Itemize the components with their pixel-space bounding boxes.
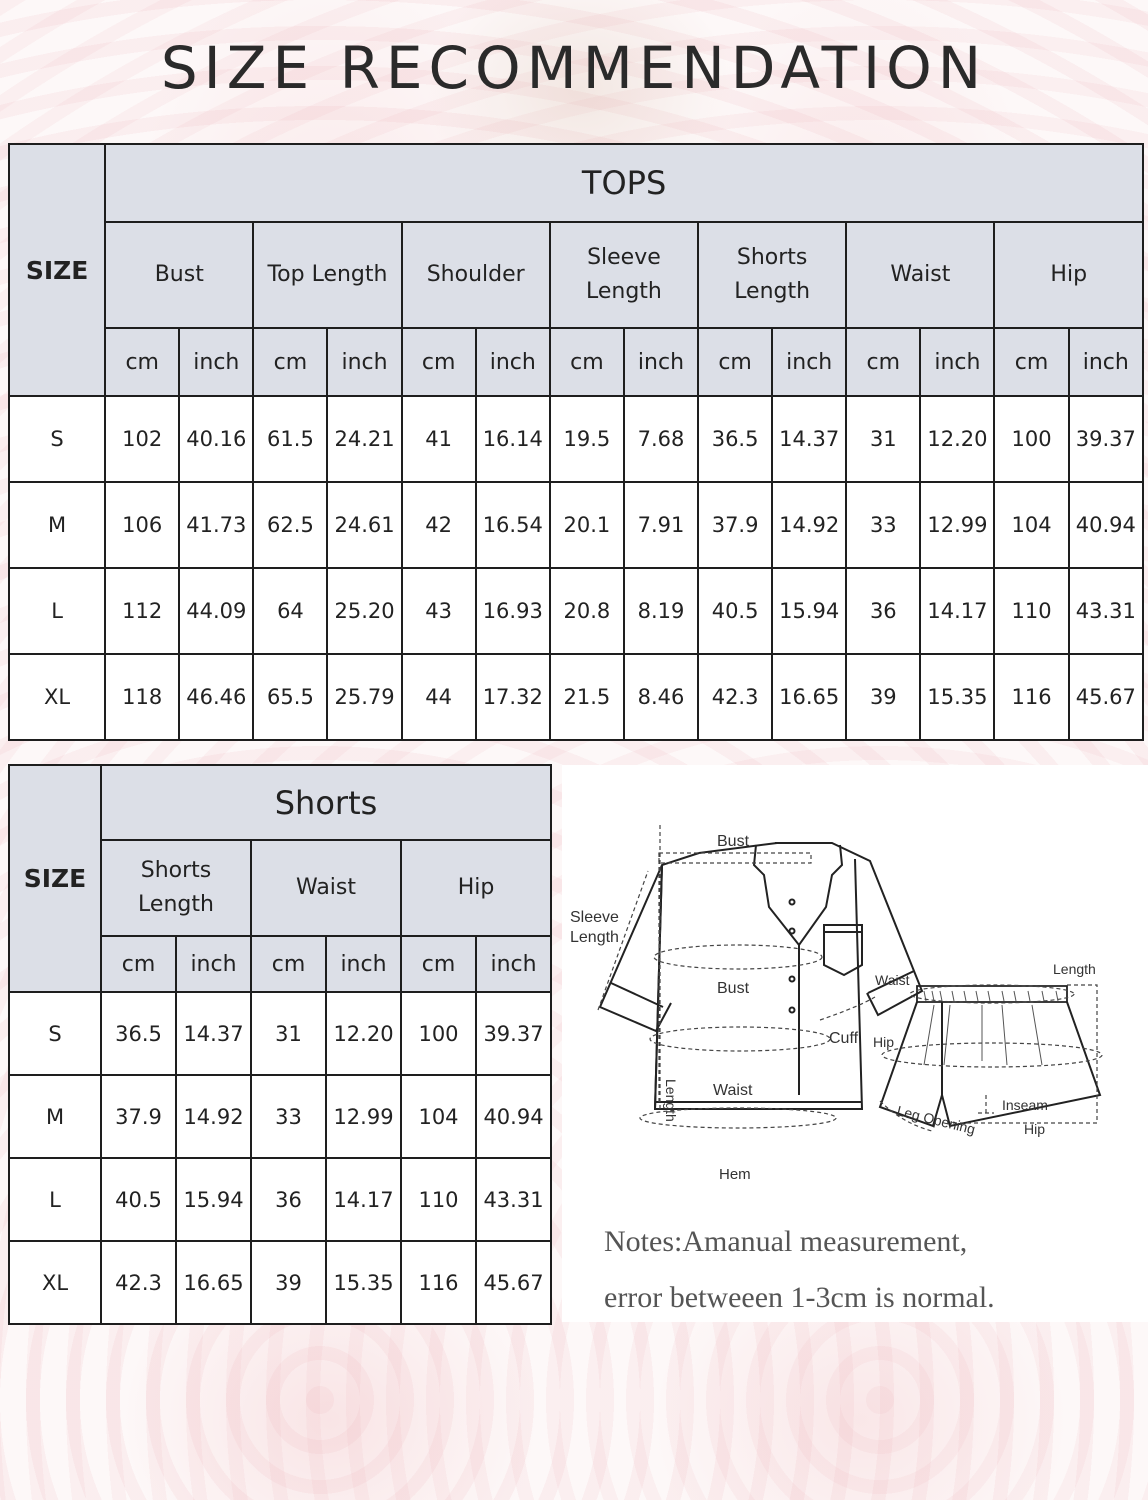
- unit-header-inch: inch: [920, 328, 994, 396]
- unit-header-cm: cm: [550, 328, 624, 396]
- tops-size-table: [8, 143, 1144, 741]
- measurement-header: [251, 840, 401, 936]
- value-cell-cm: 37.9: [698, 482, 772, 568]
- value-cell-cm: 36: [846, 568, 920, 654]
- value-cell-inch: 14.17: [326, 1158, 401, 1241]
- label-sleeve: Sleeve: [570, 909, 619, 926]
- label-cuff: Cuff: [829, 1030, 859, 1047]
- table-row: [9, 1241, 551, 1324]
- value-cell-inch: 8.19: [624, 568, 698, 654]
- value-cell-cm: 37.9: [101, 1075, 176, 1158]
- size-cell: S: [9, 396, 105, 482]
- unit-header-inch: inch: [326, 936, 401, 992]
- value-cell-inch: 43.31: [476, 1158, 551, 1241]
- measurement-header: [105, 222, 253, 328]
- unit-header-inch: inch: [624, 328, 698, 396]
- value-cell-inch: 15.94: [176, 1158, 251, 1241]
- unit-header-inch: inch: [1069, 328, 1143, 396]
- value-cell-inch: 14.37: [772, 396, 846, 482]
- unit-header-cm: cm: [401, 936, 476, 992]
- measurement-header: [994, 222, 1143, 328]
- value-cell-inch: 16.14: [476, 396, 550, 482]
- value-cell-cm: 64: [253, 568, 327, 654]
- value-cell-cm: 33: [251, 1075, 326, 1158]
- measurement-header-line: Length: [585, 279, 662, 304]
- value-cell-inch: 25.20: [327, 568, 401, 654]
- value-cell-inch: 7.91: [624, 482, 698, 568]
- value-cell-cm: 20.1: [550, 482, 624, 568]
- unit-header-cm: cm: [105, 328, 179, 396]
- value-cell-inch: 12.99: [920, 482, 994, 568]
- shorts-size-table: [8, 764, 552, 1325]
- value-cell-cm: 33: [846, 482, 920, 568]
- value-cell-cm: 100: [994, 396, 1068, 482]
- table-row: [9, 1075, 551, 1158]
- value-cell-inch: 25.79: [327, 654, 401, 740]
- value-cell-inch: 40.94: [476, 1075, 551, 1158]
- value-cell-cm: 39: [251, 1241, 326, 1324]
- value-cell-cm: 36.5: [101, 992, 176, 1075]
- value-cell-cm: 41: [402, 396, 476, 482]
- table-row: [9, 1158, 551, 1241]
- value-cell-inch: 39.37: [476, 992, 551, 1075]
- unit-header-cm: cm: [251, 936, 326, 992]
- value-cell-cm: 116: [994, 654, 1068, 740]
- measurement-header-line: Length: [734, 279, 811, 304]
- measurement-header: [402, 222, 550, 328]
- value-cell-cm: 110: [401, 1158, 476, 1241]
- value-cell-cm: 61.5: [253, 396, 327, 482]
- note-line-1: Notes:Amanual measurement,: [604, 1225, 968, 1258]
- table-row: [9, 568, 1143, 654]
- tops-group-title: TOPS: [105, 144, 1143, 222]
- measurement-header: [550, 222, 698, 328]
- value-cell-cm: 40.5: [101, 1158, 176, 1241]
- label-shorts-length: Length: [1053, 961, 1096, 977]
- unit-header-cm: cm: [846, 328, 920, 396]
- table-row: [9, 396, 1143, 482]
- value-cell-inch: 16.54: [476, 482, 550, 568]
- value-cell-inch: 14.92: [176, 1075, 251, 1158]
- value-cell-cm: 102: [105, 396, 179, 482]
- value-cell-cm: 112: [105, 568, 179, 654]
- value-cell-cm: 100: [401, 992, 476, 1075]
- value-cell-inch: 14.92: [772, 482, 846, 568]
- value-cell-cm: 104: [401, 1075, 476, 1158]
- value-cell-cm: 31: [846, 396, 920, 482]
- value-cell-inch: 15.35: [920, 654, 994, 740]
- value-cell-inch: 40.94: [1069, 482, 1143, 568]
- value-cell-cm: 44: [402, 654, 476, 740]
- value-cell-inch: 14.37: [176, 992, 251, 1075]
- label-front-rise-hip: Hip: [1024, 1121, 1046, 1137]
- value-cell-cm: 106: [105, 482, 179, 568]
- unit-header-inch: inch: [476, 328, 550, 396]
- measurement-header-line: Length: [138, 892, 214, 917]
- value-cell-inch: 16.65: [772, 654, 846, 740]
- value-cell-cm: 36.5: [698, 396, 772, 482]
- value-cell-cm: 110: [994, 568, 1068, 654]
- size-cell: S: [9, 992, 101, 1075]
- measurement-header-line: Waist: [295, 875, 357, 900]
- label-bust-top: Bust: [717, 833, 750, 850]
- value-cell-cm: 42.3: [698, 654, 772, 740]
- measurement-header: [101, 840, 251, 936]
- unit-header-inch: inch: [327, 328, 401, 396]
- value-cell-inch: 39.37: [1069, 396, 1143, 482]
- value-cell-inch: 15.94: [772, 568, 846, 654]
- value-cell-cm: 118: [105, 654, 179, 740]
- measurement-header-line: Sleeve: [587, 245, 661, 270]
- value-cell-cm: 42.3: [101, 1241, 176, 1324]
- label-shorts-hip: Hip: [873, 1034, 895, 1050]
- table-row: [9, 482, 1143, 568]
- measurement-diagram-panel: [562, 765, 1148, 1322]
- value-cell-inch: 14.17: [920, 568, 994, 654]
- label-waist: Waist: [713, 1082, 753, 1099]
- measurement-header-line: Hip: [1050, 262, 1088, 287]
- value-cell-inch: 45.67: [1069, 654, 1143, 740]
- value-cell-cm: 42: [402, 482, 476, 568]
- label-bust: Bust: [717, 980, 750, 997]
- shirt-diagram-icon: [600, 843, 922, 1195]
- unit-header-inch: inch: [179, 328, 253, 396]
- value-cell-inch: 44.09: [179, 568, 253, 654]
- value-cell-cm: 21.5: [550, 654, 624, 740]
- value-cell-inch: 41.73: [179, 482, 253, 568]
- note-line-2: error betweeen 1-3cm is normal.: [604, 1281, 995, 1314]
- measurement-header-line: Shoulder: [426, 262, 525, 287]
- label-length: Length: [663, 1079, 679, 1122]
- value-cell-inch: 12.20: [920, 396, 994, 482]
- value-cell-cm: 40.5: [698, 568, 772, 654]
- page-title: SIZE RECOMMENDATION: [160, 34, 988, 102]
- table-row: [9, 992, 551, 1075]
- value-cell-inch: 12.99: [326, 1075, 401, 1158]
- label-hem: Hem: [719, 1166, 751, 1183]
- label-inseam: Inseam: [1002, 1097, 1048, 1113]
- size-cell: M: [9, 1075, 101, 1158]
- value-cell-cm: 62.5: [253, 482, 327, 568]
- value-cell-inch: 46.46: [179, 654, 253, 740]
- size-cell: XL: [9, 654, 105, 740]
- value-cell-cm: 104: [994, 482, 1068, 568]
- table-row: [9, 654, 1143, 740]
- size-cell: L: [9, 568, 105, 654]
- unit-header-cm: cm: [101, 936, 176, 992]
- unit-header-inch: inch: [772, 328, 846, 396]
- size-cell: XL: [9, 1241, 101, 1324]
- garment-measurement-diagram: [562, 765, 1148, 1195]
- value-cell-cm: 39: [846, 654, 920, 740]
- label-shorts-waist: Waist: [875, 972, 910, 988]
- value-cell-inch: 40.16: [179, 396, 253, 482]
- measurement-header-line: Waist: [890, 262, 951, 287]
- unit-header-inch: inch: [176, 936, 251, 992]
- unit-header-cm: cm: [698, 328, 772, 396]
- value-cell-cm: 20.8: [550, 568, 624, 654]
- value-cell-inch: 17.32: [476, 654, 550, 740]
- value-cell-inch: 7.68: [624, 396, 698, 482]
- value-cell-cm: 31: [251, 992, 326, 1075]
- unit-header-inch: inch: [476, 936, 551, 992]
- value-cell-inch: 16.65: [176, 1241, 251, 1324]
- value-cell-inch: 12.20: [326, 992, 401, 1075]
- unit-header-cm: cm: [994, 328, 1068, 396]
- measurement-header-line: Shorts: [736, 245, 808, 270]
- value-cell-inch: 45.67: [476, 1241, 551, 1324]
- measurement-header: [401, 840, 551, 936]
- value-cell-inch: 15.35: [326, 1241, 401, 1324]
- size-cell: L: [9, 1158, 101, 1241]
- size-cell: M: [9, 482, 105, 568]
- measurement-header-line: Shorts: [140, 858, 212, 883]
- measurement-header: [253, 222, 401, 328]
- value-cell-cm: 116: [401, 1241, 476, 1324]
- value-cell-inch: 16.93: [476, 568, 550, 654]
- size-header: SIZE: [9, 144, 105, 396]
- measurement-header: [698, 222, 846, 328]
- measurement-header-line: Hip: [457, 875, 495, 900]
- value-cell-cm: 43: [402, 568, 476, 654]
- value-cell-cm: 65.5: [253, 654, 327, 740]
- value-cell-cm: 19.5: [550, 396, 624, 482]
- measurement-header: [846, 222, 994, 328]
- measurement-header-line: Bust: [154, 262, 204, 287]
- value-cell-inch: 24.61: [327, 482, 401, 568]
- label-sleeve-length: Length: [570, 929, 619, 946]
- unit-header-cm: cm: [402, 328, 476, 396]
- value-cell-inch: 24.21: [327, 396, 401, 482]
- label-leg-opening: Leg Opening: [895, 1102, 977, 1138]
- shorts-group-title: Shorts: [101, 765, 551, 840]
- value-cell-inch: 8.46: [624, 654, 698, 740]
- measurement-header-line: Top Length: [267, 262, 388, 287]
- value-cell-inch: 43.31: [1069, 568, 1143, 654]
- unit-header-cm: cm: [253, 328, 327, 396]
- size-header: SIZE: [9, 765, 101, 992]
- value-cell-cm: 36: [251, 1158, 326, 1241]
